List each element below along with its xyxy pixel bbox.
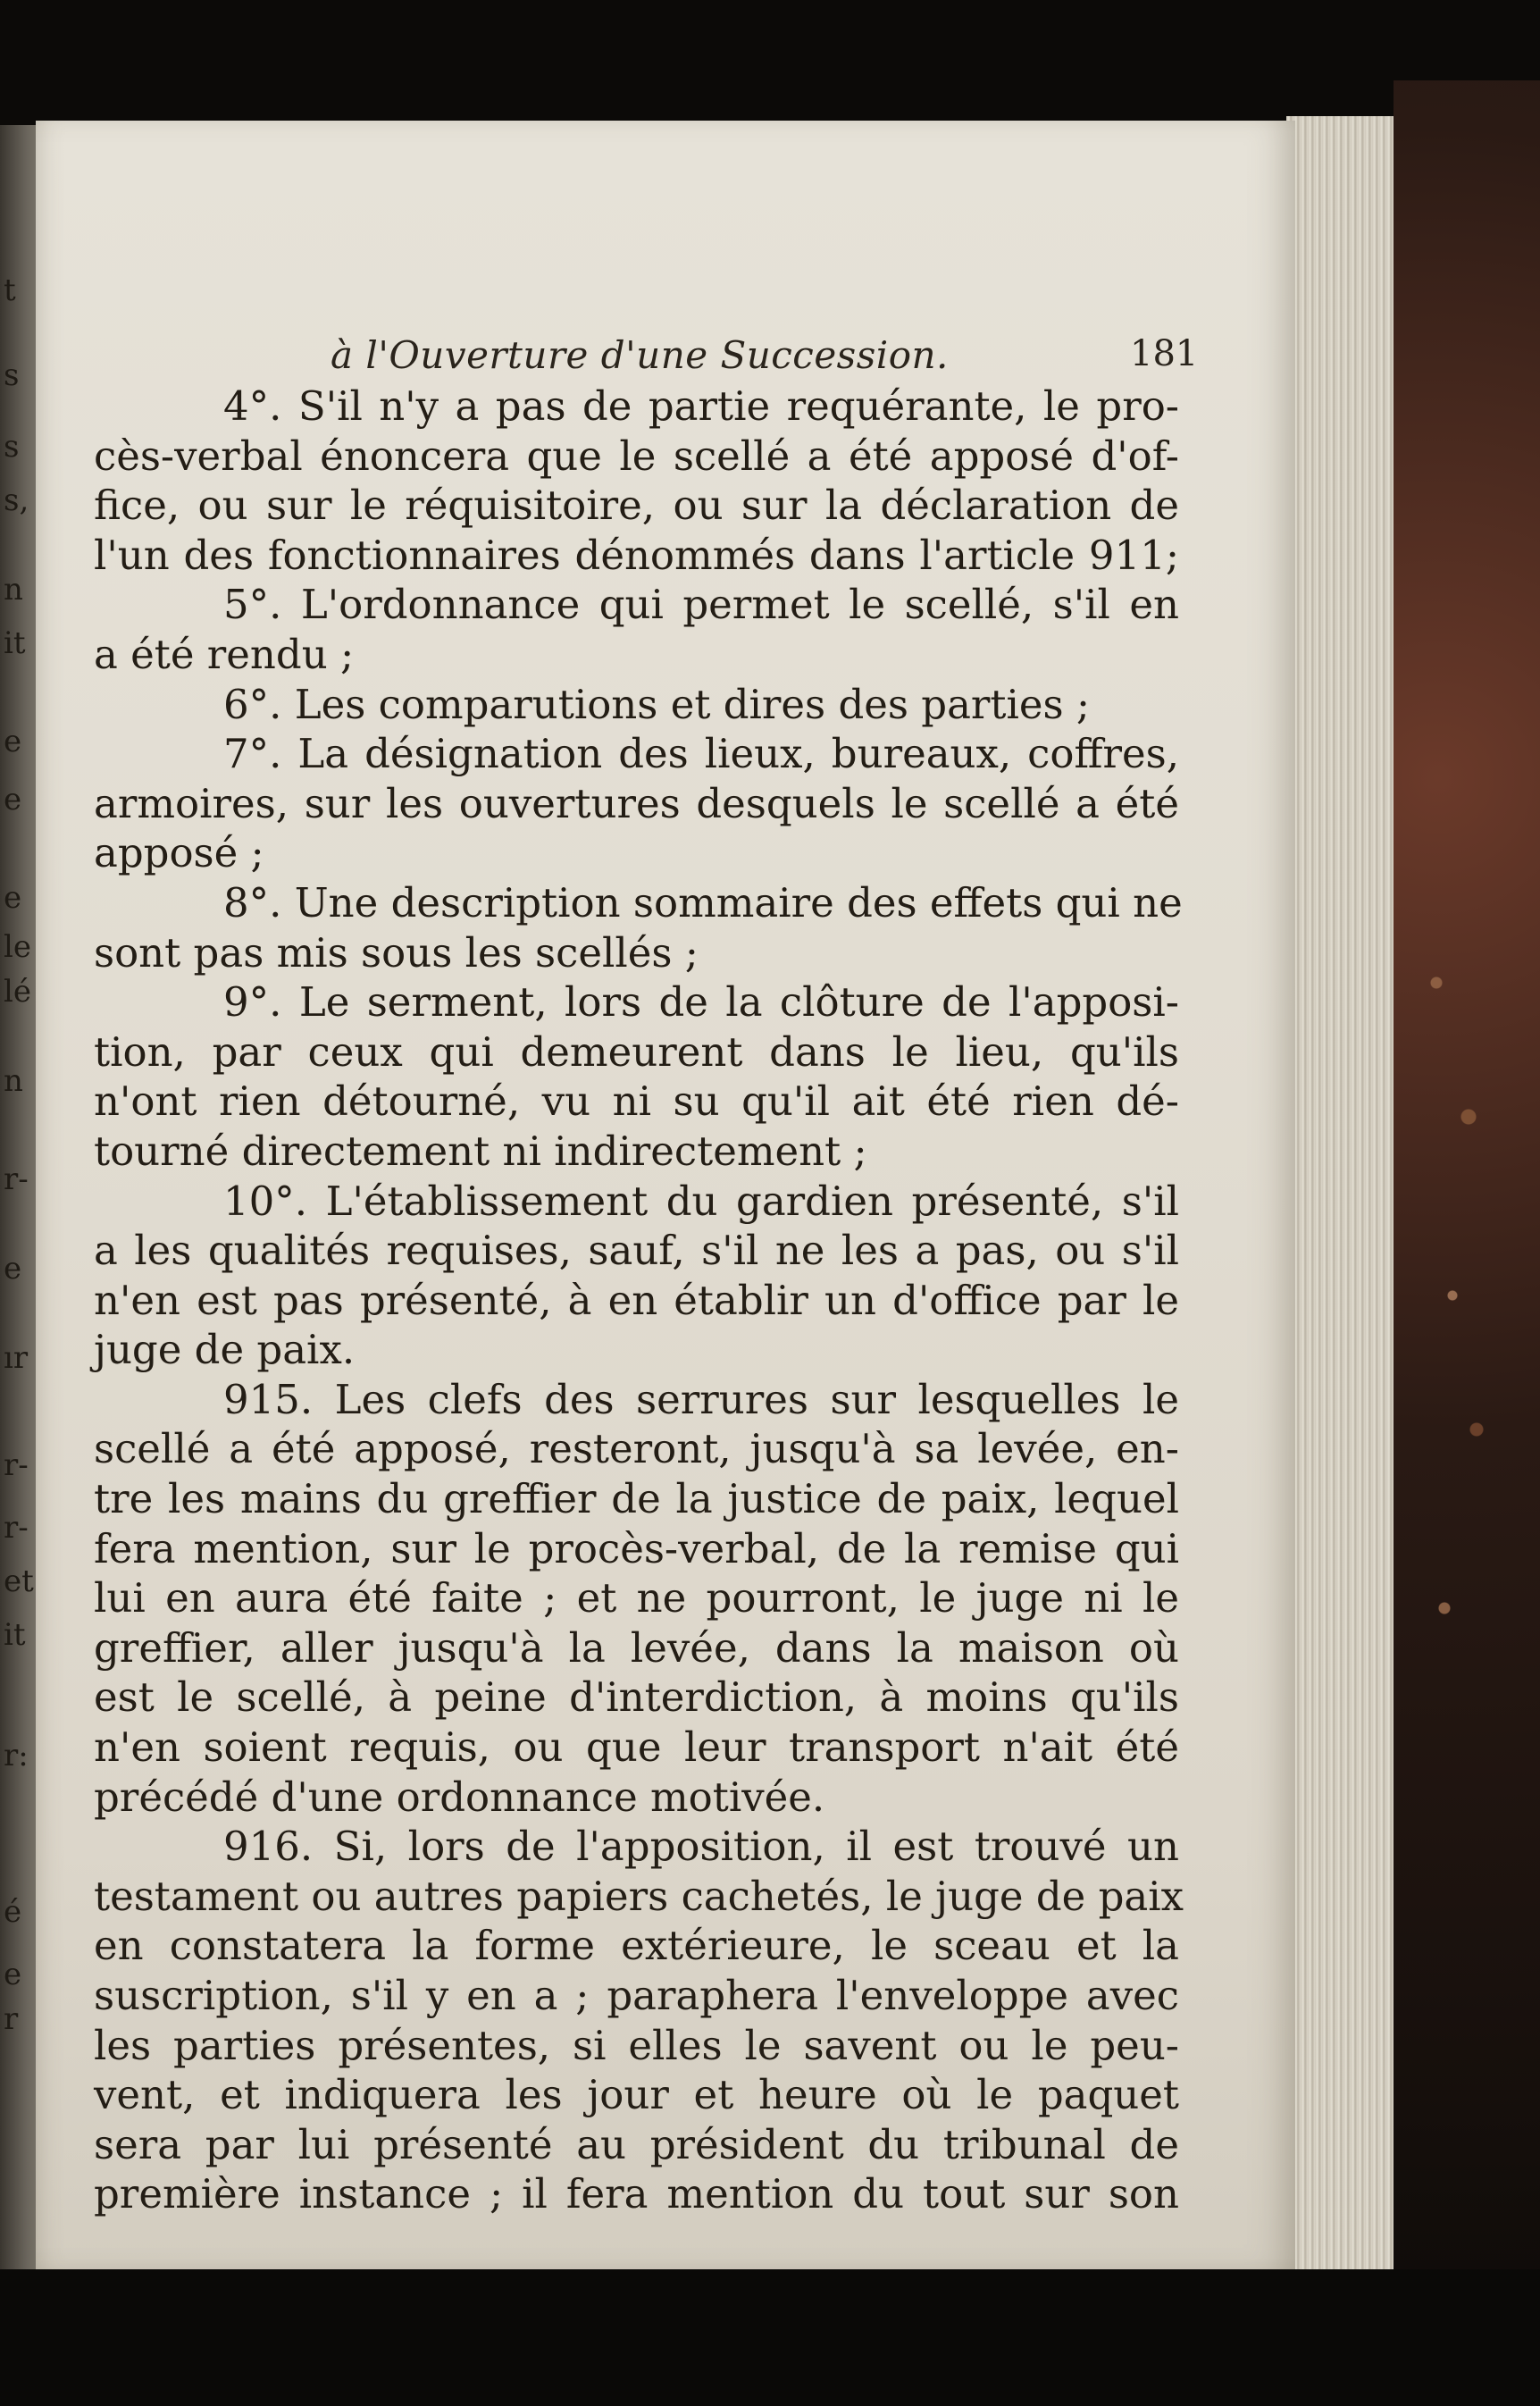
left-page-fragment: é <box>4 1894 22 1930</box>
text-line: première instance ; il fera mention du tout sur son <box>94 2170 1179 2218</box>
text-line: suscription, s'il y en a ; paraphera l'enveloppe avec <box>94 1972 1179 2019</box>
left-page-fragment: e <box>4 1251 22 1287</box>
left-page-fragment: n <box>4 572 23 608</box>
text-line: tre les mains du greffier de la justice de paix, lequel <box>94 1475 1179 1523</box>
running-head: à l'Ouverture d'une Succession. <box>331 333 949 377</box>
left-page-fragments <box>0 0 36 2406</box>
text-line: vent, et indiquera les jour et heure où le paquet <box>94 2071 1179 2119</box>
text-line: armoires, sur les ouvertures desquels le scellé a été <box>94 779 1179 827</box>
page-number: 181 <box>1130 333 1199 374</box>
cover-marbling <box>1420 893 1501 1787</box>
text-line: sont pas mis sous les scellés ; <box>94 928 699 977</box>
text-line: 5°. L'ordonnance qui permet le scellé, s'il en <box>223 581 1179 629</box>
left-page-fragment: t <box>4 272 16 308</box>
text-line: tourné directement ni indirectement ; <box>94 1127 867 1175</box>
left-page-fragment: s, <box>4 482 29 518</box>
left-page-fragment: e <box>4 782 22 817</box>
text-line: a les qualités requises, sauf, s'il ne les a pas, ou s'il <box>94 1227 1179 1275</box>
left-page-fragment: s <box>4 429 20 465</box>
text-line: 916. Si, lors de l'apposition, il est trouvé un <box>223 1823 1179 1871</box>
left-page-fragment: n <box>4 1063 23 1099</box>
text-line: sera par lui présenté au président du tribunal de <box>94 2120 1179 2168</box>
text-line: cès-verbal énoncera que le scellé a été apposé d'of- <box>94 432 1179 480</box>
text-line: testament ou autres papiers cachetés, le juge de paix <box>94 1872 1184 1920</box>
text-line: greffier, aller jusqu'à la levée, dans la maison où <box>94 1623 1179 1672</box>
left-page-fragment: it <box>4 1617 26 1653</box>
text-line: précédé d'une ordonnance motivée. <box>94 1773 825 1821</box>
text-line: les parties présentes, si elles le savent ou le peu- <box>94 2021 1179 2069</box>
text-line: juge de paix. <box>94 1326 356 1374</box>
page-edges <box>1286 116 1411 2278</box>
body-text <box>94 381 1184 2219</box>
left-page-fragment: r: <box>4 1738 29 1773</box>
text-line: n'en est pas présenté, à en établir un d'office par le <box>94 1276 1179 1324</box>
text-line: 10°. L'établissement du gardien présenté, s'il <box>223 1177 1179 1225</box>
left-page-fragment: e <box>4 724 22 759</box>
text-line: 6°. Les comparutions et dires des parties ; <box>223 680 1091 728</box>
text-line: n'en soient requis, ou que leur transport n'ait été <box>94 1723 1179 1772</box>
left-page-fragment: et <box>4 1563 34 1599</box>
text-line: 9°. Le serment, lors de la clôture de l'apposi- <box>223 978 1179 1027</box>
left-page-fragment: r- <box>4 1510 29 1546</box>
text-line: tion, par ceux qui demeurent dans le lieu, qu'ils <box>94 1027 1179 1076</box>
text-line: en constatera la forme extérieure, le sceau et la <box>94 1922 1179 1970</box>
text-line: lui en aura été faite ; et ne pourront, le juge ni le <box>94 1574 1179 1622</box>
left-page-fragment: r- <box>4 1161 29 1197</box>
left-page-fragment: e <box>4 880 22 916</box>
page-header <box>36 333 1295 387</box>
text-line: fice, ou sur le réquisitoire, ou sur la déclaration de <box>94 482 1179 530</box>
text-line: 8°. Une description sommaire des effets qui ne <box>223 878 1183 926</box>
text-line: l'un des fonctionnaires dénommés dans l'article 911; <box>94 531 1179 579</box>
left-page-fragment: lé <box>4 974 31 1010</box>
book-page <box>36 121 1295 2269</box>
text-line: 4°. S'il n'y a pas de partie requérante, le pro- <box>223 382 1179 430</box>
left-page-fragment: s <box>4 357 20 393</box>
left-page-fragment: le <box>4 929 31 965</box>
left-page-fragment: e <box>4 1957 22 1992</box>
text-line: 7°. La désignation des lieux, bureaux, coffres, <box>223 730 1179 778</box>
bottom-shadow <box>0 2269 1540 2406</box>
left-page-fragment: r <box>4 2001 19 2037</box>
text-line: est le scellé, à peine d'interdiction, à moins qu'ils <box>94 1673 1179 1722</box>
left-page-fragment: it <box>4 625 26 661</box>
text-line: n'ont rien détourné, vu ni su qu'il ait été rien dé- <box>94 1077 1179 1126</box>
text-line: fera mention, sur le procès-verbal, de la remise qui <box>94 1524 1179 1572</box>
text-line: apposé ; <box>94 829 264 877</box>
text-line: scellé a été apposé, resteront, jusqu'à sa levée, en- <box>94 1425 1179 1473</box>
text-line: 915. Les clefs des serrures sur lesquelles le <box>223 1375 1179 1423</box>
left-page-fragment: r- <box>4 1447 29 1483</box>
text-line: a été rendu ; <box>94 630 355 678</box>
left-page-fragment: ır <box>4 1340 29 1376</box>
